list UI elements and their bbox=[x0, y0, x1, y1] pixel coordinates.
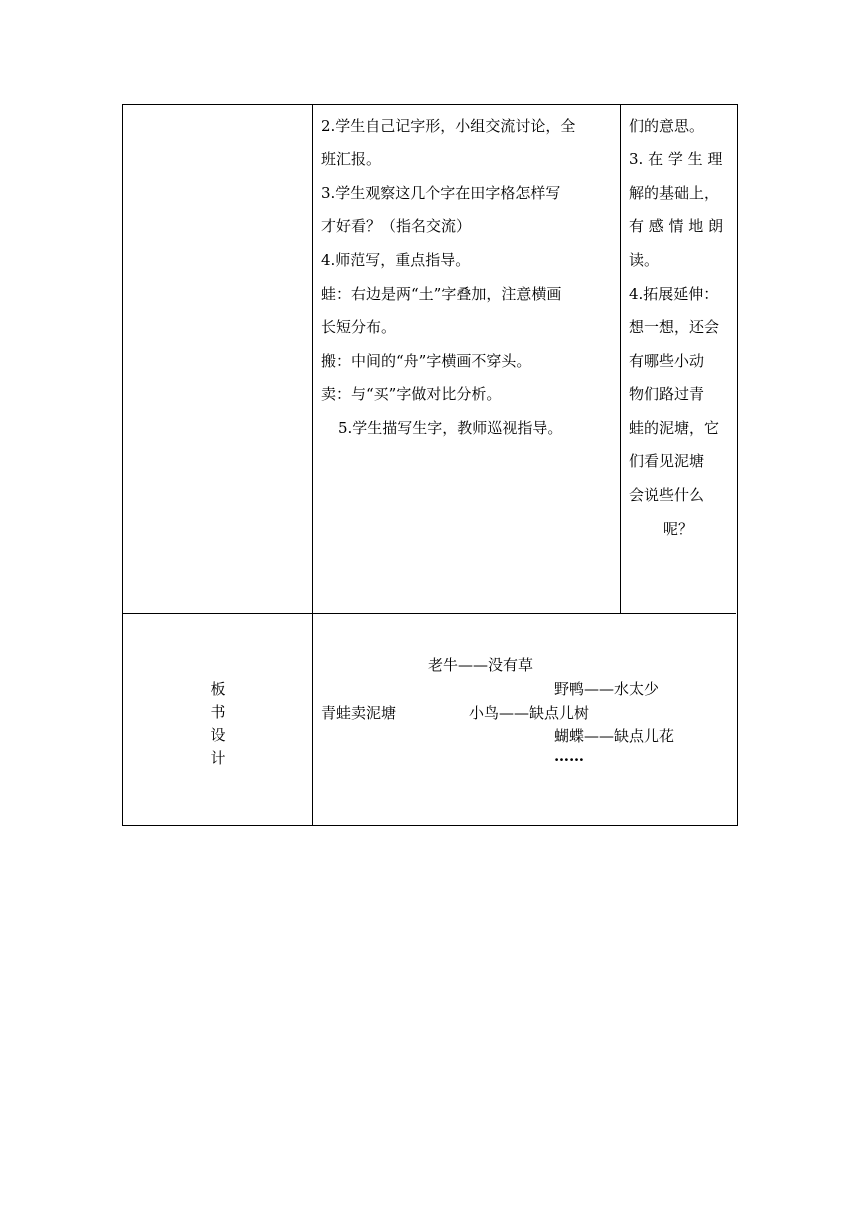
text-line: 物们路过青 bbox=[629, 385, 705, 403]
board-branch: 蝴蝶——缺点儿花 bbox=[554, 727, 675, 745]
column-divider-right bbox=[620, 105, 621, 613]
text-line: 长短分布。 bbox=[321, 318, 397, 336]
text-line: 想一想，还会 bbox=[629, 318, 720, 336]
board-ellipsis: …… bbox=[554, 747, 584, 765]
text-line: 解的基础上， bbox=[629, 184, 720, 202]
text-line: 有哪些小动 bbox=[629, 352, 705, 370]
board-branch: 野鸭——水太少 bbox=[554, 680, 660, 698]
board-branch: 小鸟——缺点儿树 bbox=[469, 704, 590, 722]
text-line: 搬：中间的“舟”字横画不穿头。 bbox=[321, 352, 532, 370]
lesson-plan-table bbox=[122, 104, 738, 826]
board-center-title: 青蛙卖泥塘 bbox=[321, 704, 397, 722]
board-design-content-cell bbox=[315, 615, 736, 825]
text-line: 3.学生观察这几个字在田字格怎样写 bbox=[321, 184, 561, 202]
text-line: 4.拓展延伸： bbox=[629, 285, 719, 303]
board-label-char: 书 bbox=[210, 703, 226, 721]
design-intent-cell bbox=[623, 105, 736, 613]
text-line: 才好看？（指名交流） bbox=[321, 217, 472, 235]
text-line: 2.学生自己记字形，小组交流讨论，全 bbox=[321, 117, 576, 135]
row-divider bbox=[123, 613, 736, 614]
text-line: 们的意思。 bbox=[629, 117, 705, 135]
text-line: 蛙：右边是两“土”字叠加，注意横画 bbox=[321, 285, 562, 303]
text-line: 会说些什么 bbox=[629, 486, 705, 504]
board-label-char: 计 bbox=[210, 749, 226, 767]
teaching-steps-cell bbox=[315, 105, 620, 613]
text-line: 有 感 情 地 朗 bbox=[629, 217, 724, 235]
text-line: 卖：与“买”字做对比分析。 bbox=[321, 385, 502, 403]
board-branch: 老牛——没有草 bbox=[428, 656, 534, 674]
text-line: 4.师范写，重点指导。 bbox=[321, 251, 471, 269]
text-line: 们看见泥塘 bbox=[629, 452, 705, 470]
text-line: 班汇报。 bbox=[321, 150, 382, 168]
text-line: 蛙的泥塘，它 bbox=[629, 419, 720, 437]
text-line: 3. 在 学 生 理 bbox=[629, 150, 723, 168]
text-line: 呢？ bbox=[663, 520, 694, 538]
text-line: 读。 bbox=[629, 251, 660, 269]
board-label-char: 板 bbox=[210, 680, 226, 698]
board-label-char: 设 bbox=[210, 726, 226, 744]
board-design-label-cell bbox=[123, 615, 313, 825]
text-line: 5.学生描写生字，教师巡视指导。 bbox=[338, 419, 563, 437]
